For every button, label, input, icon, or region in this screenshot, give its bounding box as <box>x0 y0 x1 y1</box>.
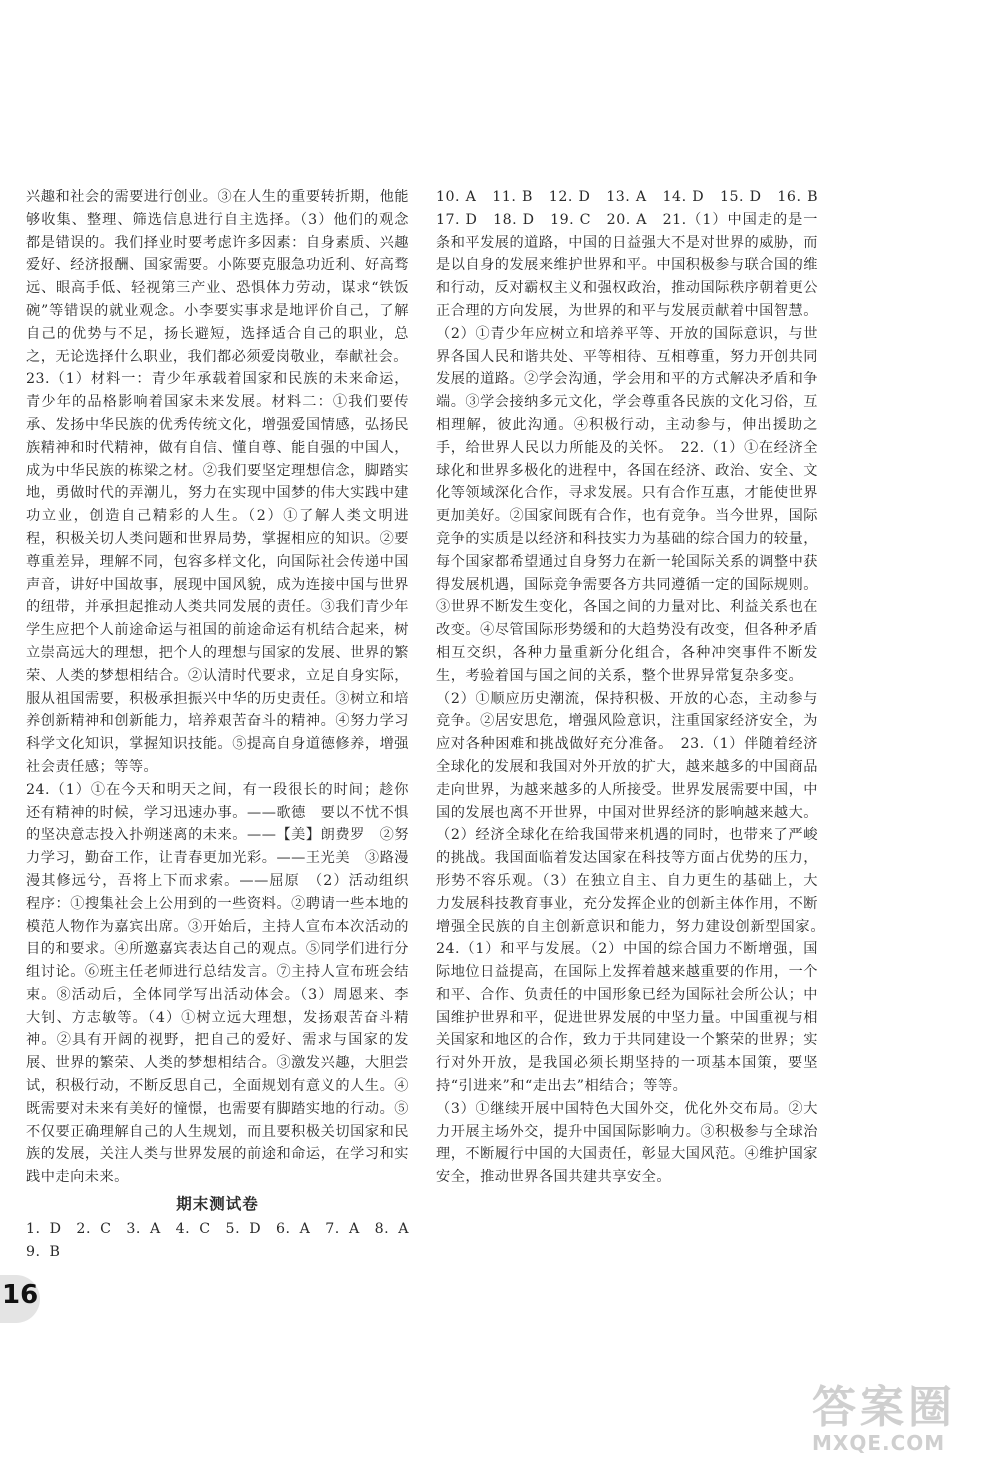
watermark-site-text: MXQE.COM <box>812 1431 946 1455</box>
answer-paragraph: （2）①青少年应树立和培养平等、开放的国际意识，与世界各国人民和谐共处、平等相待、互相尊重，努力开创共同发展的道路。②学会沟通，学会用和平的方式解决矛盾和争端。③学会接纳多元文化，学会尊重各民族的文化习俗，互相理解，彼此沟通。④积极行动，主动参与，伸出援助之手，给世界人民以力所能及的关怀。 22.（1）①在经济全球化和世界多极化的进程中，各国在经济、政治、安全、文化等领域深化合作，寻求发展。只有合作互惠，才能使世界更加美好。②国家间既有合作，也有竞争。当今世界，国际竞争的实质是以经济和科技实力为基础的综合国力的较量，每个国家都希望通过自身努力在新一轮国际关系的调整中获得发展机遇，国际竞争需要各方共同遵循一定的国际规则。③世界不断发生变化，各国之间的力量对比、利益关系也在改变。④尽管国际形势缓和的大趋势没有改变，但各种矛盾相互交织，各种力量重新分化组合，各种冲突事件不断发生，考验着国与国之间的关系，整个世界异常复杂多变。 <box>436 325 818 684</box>
watermark-logo-text: 答案圈 <box>812 1382 956 1433</box>
answer-paragraph: 兴趣和社会的需要进行创业。③在人生的重要转折期，他能够收集、整理、筛选信息进行自主选择。（3）他们的观念都是错误的。我们择业时要考虑许多因素：自身素质、兴趣爱好、经济报酬、国家需要。小陈要克服急功近利、好高骛远、眼高手低、轻视第三产业、恐惧体力劳动，谋求“铁饭碗”等错误的就业观念。小李要实事求是地评价自己，了解自己的优势与不足，扬长避短，选择适合自己的职业，总之，无论选择什么职业，我们都必须爱岗敬业，奉献社会。 <box>26 189 409 365</box>
answer-paragraph: 24.（1）①在今天和明天之间，有一段很长的时间；趁你还有精神的时候，学习迅速办事。——歌德 要以不忧不惧的坚决意志投入扑朔迷离的未来。——【美】朗费罗 ②努力学习，勤奋工作，让青春更加光彩。——王光美 ③路漫漫其修远兮，吾将上下而求索。——屈原 （2）活动组织程序：①搜集社会上公用到的一些资料。②聘请一些本地的模范人物作为嘉宾出席。③开始后，主持人宣布本次活动的目的和要求。④所邀嘉宾表达自己的观点。⑤同学们进行分组讨论。⑥班主任老师进行总结发言。⑦主持人宣布班会结束。⑧活动后，全体同学写出活动体会。（3）周恩来、李大钊、方志敏等。（4）①树立远大理想，发扬艰苦奋斗精神。②具有开阔的视野，把自己的爱好、需求与国家的发展、世界的繁荣、人类的梦想相结合。③激发兴趣，大胆尝试，积极行动，不断反思自己，全面规划有意义的人生。④既需要对未来有美好的憧憬，也需要有脚踏实地的行动。⑤不仅要正确理解自己的人生规划，而且要积极关切国家和民族的发展，关注人类与世界发展的前途和命运，在学习和实践中走向未来。 <box>26 781 409 1186</box>
answer-paragraph: 10. A 11. B 12. D 13. A 14. D 15. D 16. B 17. D 18. D 19. C 20. A 21.（1）中国走的是一条和平发展的道路，中国的日益强大不是对世界的威胁，而是以自身的发展来维护世界和平。中国积极参与联合国的维和行动，反对霸权主义和强权政治，推动国际秩序朝着更公正合理的方向发展，为世界的和平与发展贡献着中国智慧。 <box>436 189 833 319</box>
answer-paragraph: （3）①继续开展中国特色大国外交，优化外交布局。②大力开展主场外交，提升中国国际影响力。③积极参与全球治理，不断履行中国的大国责任，彰显大国风范。④维护国家安全，推动世界各国共建共享安全。 <box>436 1100 818 1186</box>
left-column <box>26 186 424 1263</box>
final-exam-heading: 期末测试卷 <box>176 1194 259 1214</box>
right-column <box>436 186 833 1189</box>
watermark-logo <box>812 1382 996 1467</box>
answer-key-line: 1. D 2. C 3. A 4. C 5. D 6. A 7. A 8. A 9. B <box>26 1220 424 1260</box>
page-number: 16 <box>2 1280 39 1310</box>
answer-paragraph: （2）①顺应历史潮流，保持积极、开放的心态，主动参与竞争。②居安思危，增强风险意识，注重国家经济安全，为应对各种困难和挑战做好充分准备。 23.（1）伴随着经济全球化的发展和我国对外开放的扩大，越来越多的中国商品走向世界，为越来越多的人所接受。世界发展需要中国，中国的发展也离不开世界，中国对世界经济的影响越来越大。（2）经济全球化在给我国带来机遇的同时，也带来了严峻的挑战。我国面临着发达国家在科技等方面占优势的压力，形势不容乐观。（3）在独立自主、自力更生的基础上，大力发展科技教育事业，充分发挥企业的创新主体作用，不断增强全民族的自主创新意识和能力，努力建设创新型国家。 24.（1）和平与发展。（2）中国的综合国力不断增强，国际地位日益提高，在国际上发挥着越来越重要的作用，一个和平、合作、负责任的中国形象已经为国际社会所公认；中国维护世界和平，促进世界发展的中坚力量。中国重视与相关国家和地区的合作，致力于共同建设一个繁荣的世界；实行对外开放，是我国必须长期坚持的一项基本国策，要坚持“引进来”和“走出去”相结合；等等。 <box>436 690 833 1095</box>
answer-paragraph: 23.（1）材料一：青少年承载着国家和民族的未来命运，青少年的品格影响着国家未来发展。材料二：①我们要传承、发扬中华民族的优秀传统文化，增强爱国情感，弘扬民族精神和时代精神，做有自信、懂自尊、能自强的中国人，成为中华民族的栋梁之材。②我们要坚定理想信念，脚踏实地，勇做时代的弄潮儿，努力在实现中国梦的伟大实践中建功立业，创造自己精彩的人生。（2）①了解人类文明进程，积极关切人类问题和世界局势，掌握相应的知识。②要尊重差异，理解不同，包容多样文化，向国际社会传递中国声音，讲好中国故事，展现中国风貌，成为连接中国与世界的纽带，并承担起推动人类共同发展的责任。③我们青少年学生应把个人前途命运与祖国的前途命运有机结合起来，树立崇高远大的理想，把个人的理想与国家的发展、世界的繁荣、人类的梦想相结合。②认清时代要求，立足自身实际，服从祖国需要，积极承担振兴中华的历史责任。③树立和培养创新精神和创新能力，培养艰苦奋斗的精神。④努力学习科学文化知识，掌握知识技能。⑤提高自身道德修养，增强社会责任感；等等。 <box>26 371 409 775</box>
